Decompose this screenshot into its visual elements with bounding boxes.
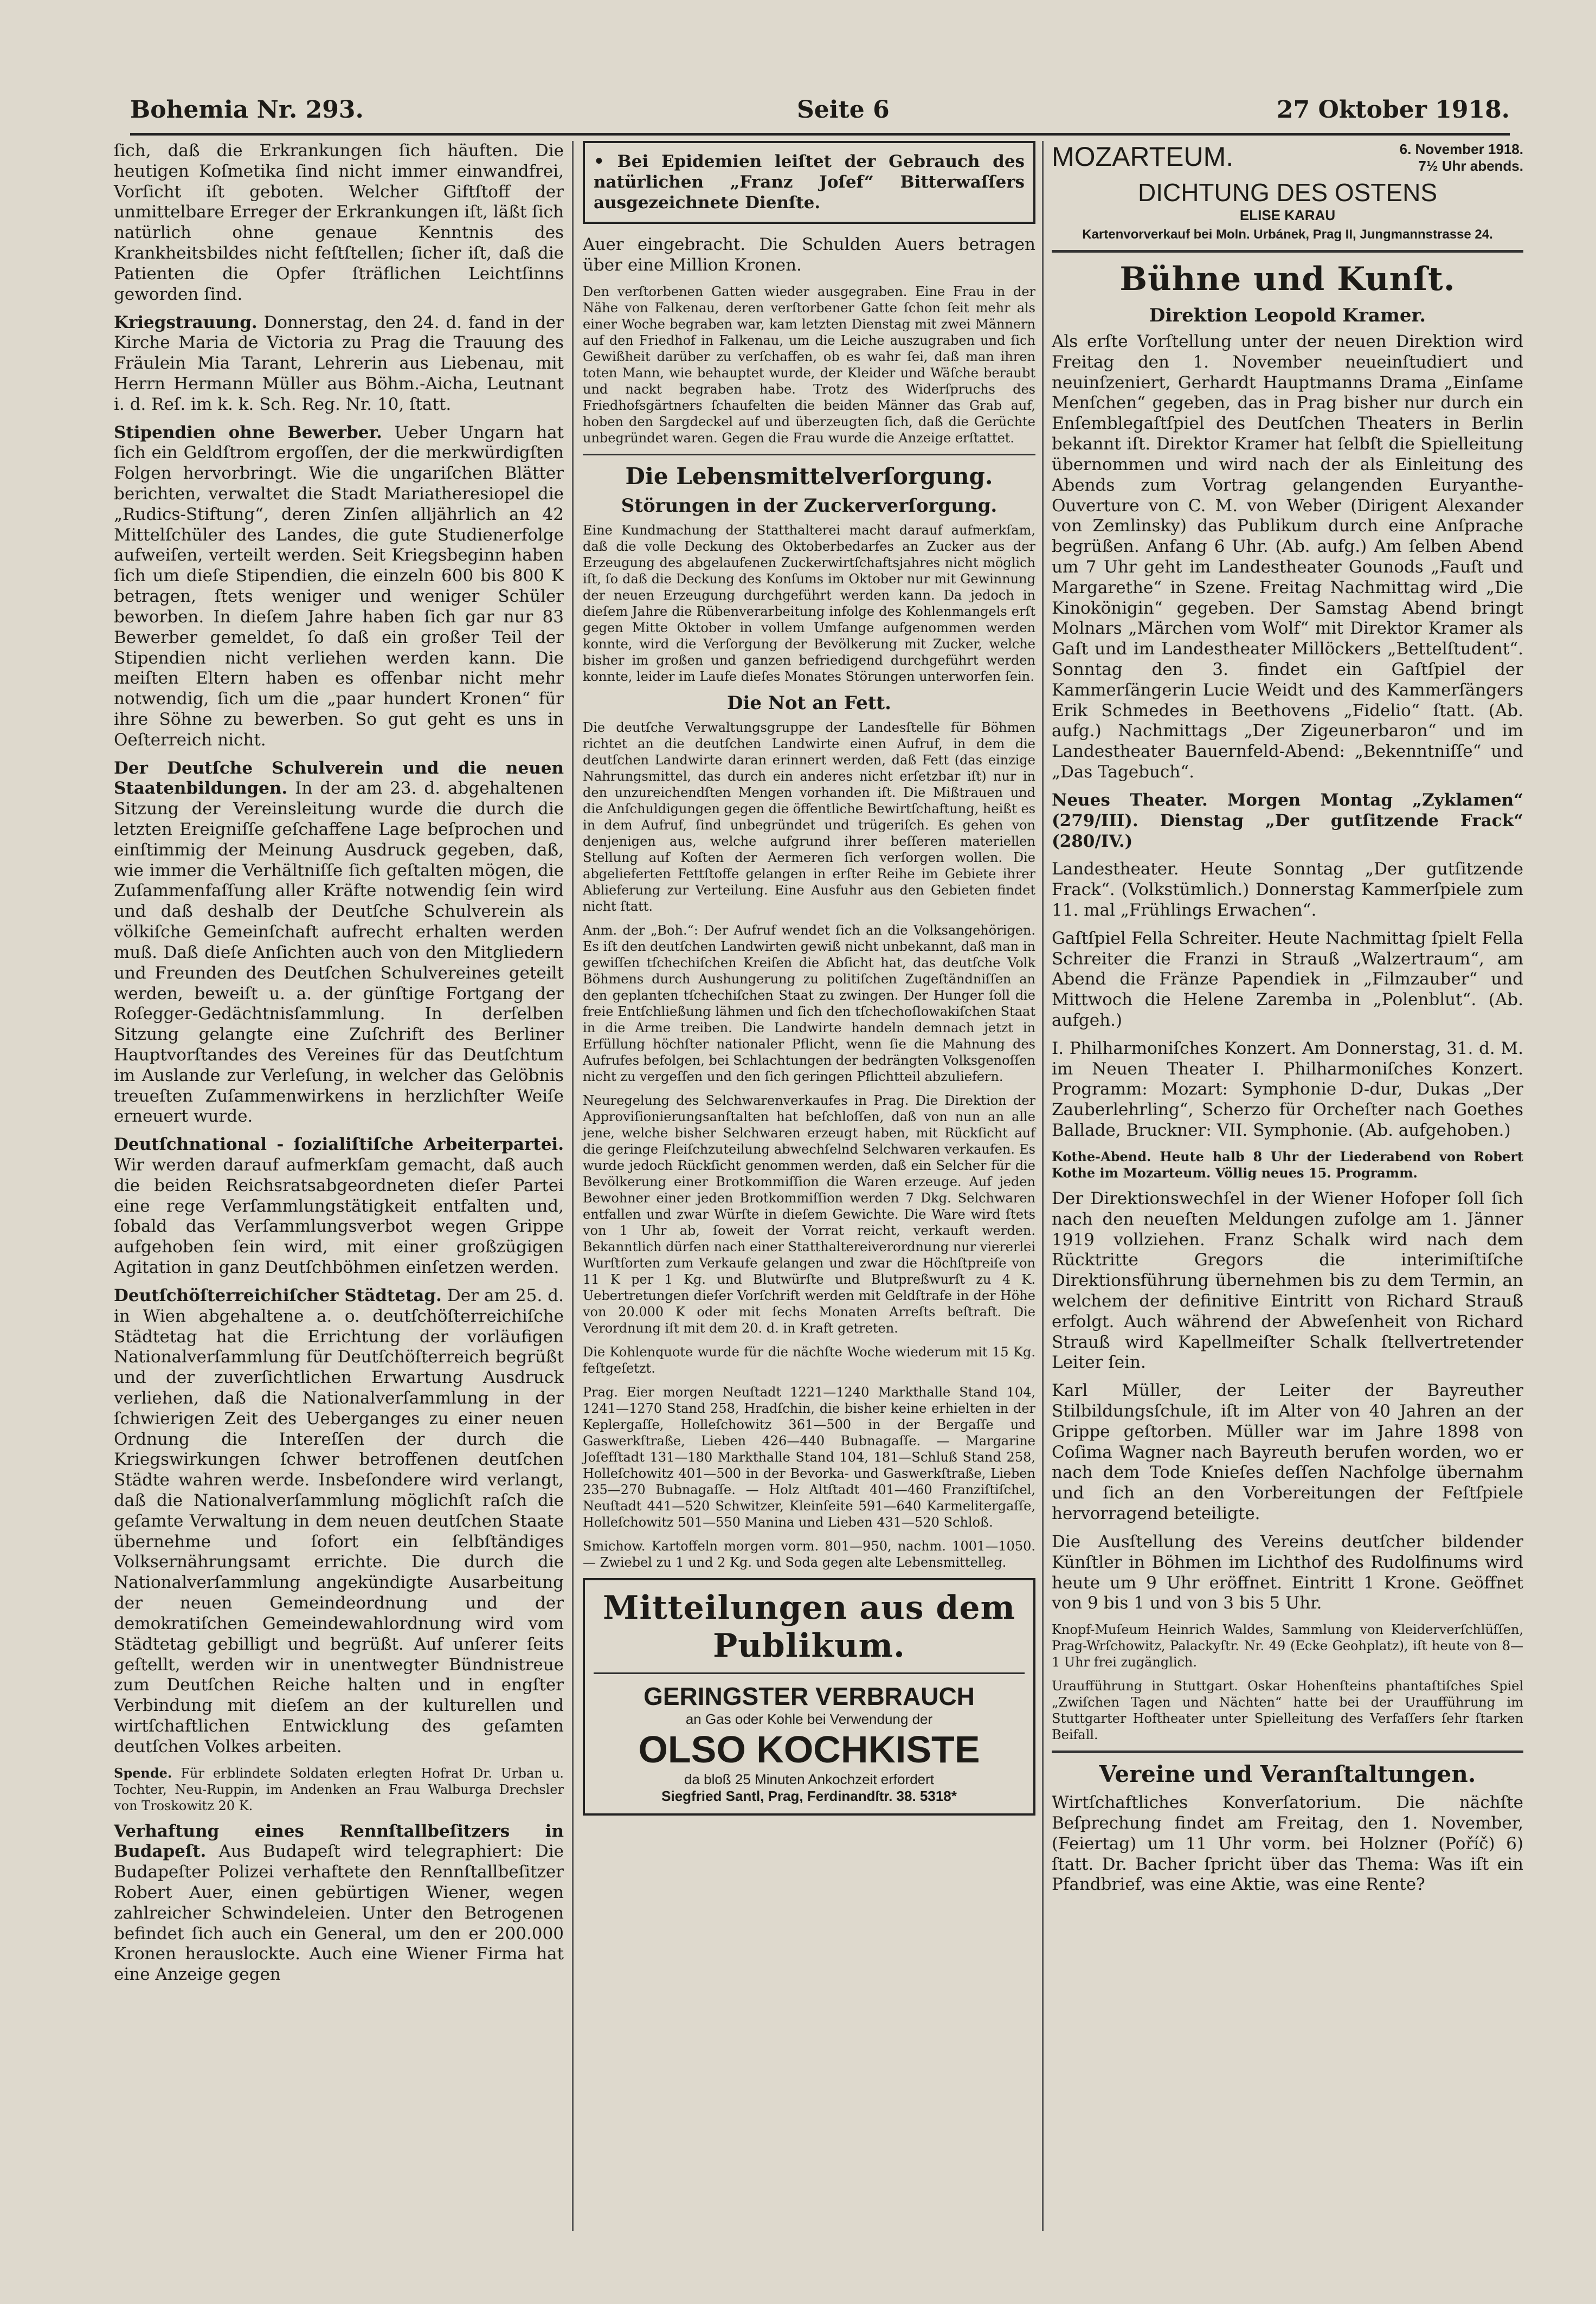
article: Kriegstrauung. Donnerstag, den 24. d. fand in der Kirche Maria de Victoria zu Prag die Trauung des Fräulein Mia Tarant, Lehrerin aus Liebenau, mit Herrn Hermann Müller aus Böhm.-Aicha, Leutnant i. d. Reſ. im k. k. Sch. Reg. Nr. 10, ſtatt. (114, 312, 564, 414)
ad-line: da bloß 25 Minuten Ankochzeit erfordert (684, 1771, 935, 1788)
article: Eine Kundmachung der Statthalterei macht darauf aufmerkſam, daß die volle Deckung des Oktoberbedarfes an Zucker aus der Erzeugung des abgelaufenen Zuckerwirtſchaftsjahres nicht möglich iſt, ſo daß die Deckung des Konſums im Oktober nur mit Gewinnung der neuen Erzeugung durchgeführt werden kann. Da jedoch in dieſem Jahre die Rübenverarbeitung infolge des Kohlenmangels erſt gegen Mitte Oktober in vollem Umfange aufgenommen werden konnte, wird die Verſorgung der Bevölkerung mit Zucker, welche bisher im großen und ganzen befriedigend durchgeführt werden konnte, leider im Laufe dieſes Monates Störungen unterworfen ſein. (583, 523, 1035, 685)
article: Auer eingebracht. Die Schulden Auers betragen über eine Million Kronen. (583, 235, 1035, 275)
article: Die deutſche Verwaltungsgruppe der Landesſtelle für Böhmen richtet an die deutſchen Landwirte einen Aufruf, in dem die deutſchen Landwirte daran erinnert werden, daß Fett (das einzige Nahrungsmittel, das durch ein anderes nicht erſetzbar iſt) nur in den unzureichendſten Mengen vorhanden iſt. Die Mißtrauen und die Anſchuldigungen gegen die öffentliche Bewirtſchaftung, heißt es in dem Aufruf, ſind unbegründet und trügeriſch. Es gehen von denjenigen aus, welche aufgrund ihrer beſſeren materiellen Stellung auf Koſten der Aermeren ſich verſorgen wollen. Die abgelieferten Fettſtoffe gelangen in erſter Reihe im Gebiete ihrer Ablieferung zur Verteilung. Eine Ausfuhr aus den Gebieten findet nicht ſtatt. (583, 720, 1036, 915)
page-number: Seite 6 (797, 96, 890, 124)
article: Stipendien ohne Bewerber. Ueber Ungarn hat ſich ein Geldſtrom ergoſſen, der die merkwürdigſten Folgen hervorbringt. Wie die ungariſchen Blätter berichten, verwaltet die Stadt Mariatheresiopel die „Rudics-Stiftung“, deren Zinſen alljährlich an 42 Mittelſchüler des Landes, die gute Studienerfolge aufweiſen, verteilt werden. Seit Kriegsbeginn haben ſich um dieſe Stipendien, die einzeln 600 bis 800 K betragen, ſtets weniger und weniger Schüler beworben. In dieſem Jahre haben ſich gar nur 83 Bewerber gemeldet, ſo daß ein großer Teil der Stipendien nicht verliehen werden kann. Die meiſten Eltern haben es offenbar nicht mehr notwendig, ſich um die „paar hundert Kronen“ für ihre Söhne zu bewerben. So gut geht es uns in Oeſterreich nicht. (114, 422, 564, 750)
article: Neues Theater. Morgen Montag „Zyklamen“ (279/III). Dienstag „Der gutſitzende Frack“ (280/IV.) (1052, 790, 1523, 851)
article: Uraufführung in Stuttgart. Oskar Hohenſteins phantaſtiſches Spiel „Zwiſchen Tagen und Nächten“ hatte bei der Uraufführung im Stuttgarter Hoftheater unter Spielleitung des Verfaſſers ſehr ſtarken Beifall. (1052, 1678, 1523, 1743)
article: Verhaftung eines Rennſtallbeſitzers in Budapeſt. Aus Budapeſt wird telegraphiert: Die Budapeſter Polizei verhaftete den Rennſtallbeſitzer Robert Auer, einen gebürtigen Wiener, wegen zahlreicher Schwindeleien. Unter den Betrogenen befindet ſich auch ein General, um den er 200.000 Kronen herauslockte. Auch eine Wiener Firma hat eine Anzeige gegen (114, 1821, 564, 1985)
column-2 (583, 141, 1035, 1826)
article: Der Deutſche Schulverein und die neuen Staatenbildungen. In der am 23. d. abgehaltenen Sitzung der Vereinsleitung wurde die durch die letzten Ereigniſſe geſchaffene Lage beſprochen und einſtimmig der Meinung Ausdruck gegeben, daß, wie immer die Verhältniſſe ſich geſtalten mögen, die Zuſammenfaſſung aller Kräfte notwendig ſein wird und daß deshalb der Deutſche Schulverein als völkiſche Gemeinſchaft aufrecht erhalten werden muß. Daß dieſe Anſichten auch von den Mitgliedern und Freunden des Deutſchen Schulvereines geteilt werden, beweiſt u. a. der günſtige Fortgang der Roſegger-Gedächtnisſammlung. In derſelben Sitzung gelangte eine Zuſchrift des Berliner Hauptvorſtandes des Vereines für das Deutſchtum im Auslande zur Verleſung, in welcher das Gelöbnis treueſten Zuſammenwirkens in herzlichſter Weiſe erneuert wurde. (114, 758, 564, 1127)
article: Wirtſchaftliches Konverſatorium. Die nächſte Beſprechung findet am Freitag, den 1. November, (Feiertag) um 11 Uhr vorm. bei Holzner (Poříč) 6) ſtatt. Dr. Bacher ſpricht über das Thema: Was iſt ein Pfandbrief, was eine Aktie, was eine Rente? (1052, 1793, 1523, 1895)
ad-address: Siegfried Santl, Prag, Ferdinandſtr. 38. 5318* (661, 1788, 957, 1805)
article: Die Ausſtellung des Vereins deutſcher bildender Künſtler in Böhmen im Lichthof des Rudolfinums wird heute um 9 Uhr eröffnet. Eintritt 1 Krone. Geöffnet von 9 bis 1 und von 3 bis 5 Uhr. (1052, 1531, 1523, 1613)
section-heading: Die Lebensmittelverſorgung. (625, 463, 993, 490)
article: Kothe-Abend. Heute halb 8 Uhr der Liederabend von Robert Kothe im Mozarteum. Völlig neues 15. Programm. (1052, 1148, 1523, 1181)
article: Smichow. Kartoffeln morgen vorm. 801—950, nachm. 1001—1050. — Zwiebel zu 1 und 2 Kg. und Soda gegen alte Lebensmittelleg. (583, 1539, 1035, 1571)
article: Knopf-Muſeum Heinrich Waldes, Sammlung von Kleiderverſchlüſſen, Prag-Wrſchowitz, Palackyſtr. Nr. 49 (Ecke Geohplatz), iſt heute von 8—1 Uhr frei zugänglich. (1052, 1622, 1523, 1670)
performer: ELISE KARAU (1239, 207, 1336, 223)
mozarteum-ad (1052, 141, 1523, 242)
event-date: 6. November 1918. 7½ Uhr abends. (1399, 141, 1523, 174)
subheading: Direktion Leopold Kramer. (1149, 305, 1426, 326)
ticket-info: Kartenvorverkauf bei Moln. Urbánek, Prag II, Jungmannstrasse 24. (1082, 227, 1493, 242)
subheading: Die Not an Fett. (727, 692, 891, 715)
issue-number: Bohemia Nr. 293. (130, 96, 364, 124)
article: Den verſtorbenen Gatten wieder ausgegraben. Eine Frau in der Nähe von Falkenau, deren verſtorbener Gatte ſchon ſeit mehr als einer Woche begraben war, kam letzten Dienstag mit zwei Männern auf den Friedhof in Falkenau, um die Leiche auszugraben und ſich Gewißheit darüber zu verſchaffen, ob es wahr ſei, daß man ihren toten Mann, wie behauptet wurde, der Kleider und Wäſche beraubt und nackt begraben habe. Trotz des Widerſpruchs des Friedhofsgärtners ſchaufelten die beiden Männer das Grab auf, hoben den Sargdeckel auf und überzeugten ſich, daß die Gerüchte unbegründet waren. Gegen die Frau wurde die Anzeige erſtattet. (583, 284, 1035, 446)
advertisement (583, 1578, 1035, 1816)
bitterwasser-notice: • Bei Epidemien leiſtet der Gebrauch des natürlichen „Franz Joſef“ Bitterwaſſers ausgezeichnete Dienſte. (583, 141, 1035, 224)
venue-name: MOZARTEUM. (1052, 141, 1234, 172)
divider (583, 454, 1035, 455)
divider (1052, 1750, 1523, 1753)
column-3 (1052, 141, 1523, 1903)
article: Die Kohlenquote wurde für die nächſte Woche wiederum mit 15 Kg. feſtgeſetzt. (583, 1344, 1035, 1376)
column-1 (114, 141, 564, 1993)
column-rule (1042, 141, 1044, 2231)
ad-heading: Mitteilungen aus dem Publikum. (602, 1589, 1016, 1665)
article: Spende. Für erblindete Soldaten erlegten Hofrat Dr. Urban u. Tochter, Neu-Ruppin, im Andenken an Frau Walburga Drechsler von Troskowitz 20 K. (114, 1765, 564, 1813)
article: Als erſte Vorſtellung unter der neuen Direktion wird Freitag den 1. November neueinſtudiert und neuinſzeniert, Gerhardt Hauptmanns Drama „Einſame Menſchen“ gegeben, das in Prag bisher nur durch ein Enſemblegaſtſpiel des Deutſchen Theaters in Berlin bekannt iſt. Direktor Kramer hat ſelbſt die Spielleitung übernommen und wird nach der als Einleitung des Abends zum Vortrag gelangenden Euryanthe-Ouverture von C. M. von Weber (Dirigent Alexander von Zemlinsky) das Publikum durch eine Anſprache begrüßen. Anfang 6 Uhr. (Ab. aufg.) Am ſelben Abend um 7 Uhr geht im Landestheater Gounods „Fauſt und Margarethe“ in Szene. Freitag Nachmittag wird „Die Kinokönigin“ gegeben. Der Samstag Abend bringt Molnars „Märchen vom Wolf“ mit Direktor Kramer als Gaſt und im Landestheater Millöckers „Bettelſtudent“. Sonntag den 3. findet ein Gaſtſpiel der Kammerſängerin Lucie Weidt und des Kammerſängers Erik Schmedes in Beethovens „Fidelio“ ſtatt. (Ab. aufg.) Nachmittags „Der Zigeunerbaron“ und im Landestheater Bauernfeld-Abend: „Bekenntniſſe“ und „Das Tagebuch“. (1052, 332, 1523, 782)
article: Anm. der „Boh.“: Der Aufruf wendet ſich an die Volksangehörigen. Es iſt den deutſchen Landwirten gewiß nicht unbekannt, daß man in gewiſſen tſchechiſchen Kreiſen die Abſicht hat, das deutſche Volk Böhmens durch Aushungerung zu politiſchen Zugeſtändniſſen an den geplanten tſchechiſchen Staat zu zwingen. Der Hunger ſoll die freie Entſchließung lähmen und ſich den tſchechoſlowakiſchen Staat in die Arme treiben. Die Landwirte handeln demnach jetzt in Erfüllung höchſter nationaler Pflicht, wenn ſie die Mahnung des Aufrufes befolgen, bei Schlachtungen der bedrängten Volksgenoſſen nicht zu vergeſſen und den ſich geringen Pflichtteil abzuliefern. (583, 923, 1035, 1085)
article: Prag. Eier morgen Neuſtadt 1221—1240 Markthalle Stand 104, 1241—1270 Stand 258, Hradſchin, die bisher keine erhielten in der Keplergaſſe, Holleſchowitz 361—500 in der Bergaſſe und Gaswerkſtraße, Lieben 426—440 Bubnagaſſe. — Margarine Joſefſtadt 131—180 Markthalle Stand 104, 181—Schluß Stand 258, Holleſchowitz 401—500 in der Bevorka- und Gaswerkſtraße, Lieben 235—270 Bubnagaſſe. — Holz Altſtadt 401—460 Franziſtiſchel, Neuſtadt 441—520 Schwitzer, Kleinſeite 591—640 Karmelitergaſſe, Holleſchowitz 501—550 Manina und Lieben 431—520 Schloß. (583, 1385, 1035, 1530)
masthead (130, 84, 1510, 136)
section-heading: Vereine und Veranſtaltungen. (1099, 1761, 1476, 1788)
ad-line: GERINGSTER VERBRAUCH (643, 1682, 975, 1711)
ad-line: an Gas oder Kohle bei Verwendung der (685, 1711, 933, 1728)
article: ſich, daß die Erkrankungen ſich häuften. Die heutigen Koſmetika ſind nicht immer einwandfrei, Vorſicht iſt geboten. Welcher Giftſtoff der unmittelbare Erreger der Erkrankungen iſt, läßt ſich natürlich ohne genaue Kenntnis des Krankheitsbildes nicht feſtſtellen; ſicher iſt, daß die Patienten die Opfer ſträflichen Leichtſinns geworden ſind. (114, 141, 564, 304)
divider (1052, 250, 1523, 253)
ad-product: OLSO KOCHKISTE (638, 1728, 980, 1771)
article: Neuregelung des Selchwarenverkaufes in Prag. Die Direktion der Approviſionierungsanſtalten hat beſchloſſen, daß von nun an alle jene, welche bisher Selchwaren erzeugt haben, mit Rückſicht auf die geringe Fleiſchzuteilung abwechſelnd Selchwaren verkaufen. Es wurde jedoch Rückſicht genommen werden, daß ein Selcher für die Bevölkerung einer Brotkommiſſion die Waren erzeuge. Auf jeden Bewohner einer jeden Brotkommiſſion werden 7 Dkg. Selchwaren entfallen und zwar Würſte in dieſem Gewichte. Die Ware wird ſtets von 1 Uhr ab, ſoweit der Vorrat reicht, verkauft werden. Bekanntlich dürfen nach einer Statthaltereiverordnung nur viererlei Wurſtſorten zum Verkaufe gelangen und zwar die Höchſtpreiſe von 11 K per 1 Kg. und Blutwürſte und Blutpreßwurſt zu 4 K. Uebertretungen dieſer Vorſchrift werden mit Geldſtrafe in der Höhe von 20.000 K oder mit ſechs Monaten Arreſts beſtraft. Die Verordnung iſt mit dem 20. d. in Kraft getreten. (583, 1093, 1035, 1336)
article: I. Philharmoniſches Konzert. Am Donnerstag, 31. d. M. im Neuen Theater I. Philharmoniſches Konzert. Programm: Mozart: Symphonie D-dur, Dukas „Der Zauberlehrling“, Scherzo für Orcheſter nach Goethes Ballade, Bruckner: VII. Symphonie. (Ab. aufgehoben.) (1052, 1038, 1523, 1141)
article: Landestheater. Heute Sonntag „Der gutſitzende Frack“. (Volkstümlich.) Donnerstag Kammerſpiele zum 11. mal „Frühlings Erwachen“. (1052, 859, 1523, 920)
article: Karl Müller, der Leiter der Bayreuther Stilbildungsſchule, iſt im Alter von 40 Jahren an der Grippe geſtorben. Müller war im Jahre 1898 von Coſima Wagner nach Bayreuth berufen worden, wo er nach dem Tode Knieſes deſſen Nachfolge übernahm und ſich an den Vorbereitungen der Feſtſpiele hervorragend beteiligte. (1052, 1381, 1523, 1524)
article: Deutſchnational - ſozialiſtiſche Arbeiterpartei. Wir werden darauf aufmerkſam gemacht, daß auch die beiden Reichsratsabgeordneten dieſer Partei eine rege Verſammlungstätigkeit entfalten und, ſobald das Verſammlungsverbot wegen Grippe aufgehoben ſein wird, mit einer großzügigen Agitation in ganz Deutſchböhmen einſetzen werden. (114, 1135, 564, 1278)
event-title: DICHTUNG DES OSTENS (1137, 178, 1438, 207)
article: Deutſchöſterreichiſcher Städtetag. Der am 25. d. in Wien abgehaltene a. o. deutſchöſterreichiſche Städtetag hat die Errichtung der vorläufigen Nationalverſammlung für Deutſchöſterreich begrüßt und der zuverſichtlichen Erwartung Ausdruck verliehen, daß die Nationalverſammlung in der ſchwierigen Zeit des Ueberganges zu einer neuen Ordnung die Intereſſen der durch die Kriegswirkungen ſchwer betroffenen deutſchen Städte wahren werde. Insbeſondere wird verlangt, daß die Nationalverſammlung möglichſt raſch die geſamte Verwaltung in dem neuen deutſchen Staate übernehme und ſofort ein ſelbſtändiges Volksernährungsamt errichte. Die durch die Nationalverſammlung angekündigte Ausarbeitung der neuen Gemeindeordnung und der demokratiſchen Gemeindewahlordnung wird vom Städtetag gebilligt und begrüßt. Auf unſerer ſeits geſtellt, werden wir in unentwegter Bündnistreue zum Deutſchen Reiche halten und in engſter Verbindung mit dieſem an der kulturellen und wirtſchaftlichen Entwicklung des geſamten deutſchen Volkes arbeiten. (114, 1285, 564, 1756)
divider (594, 1672, 1025, 1674)
subheading: Störungen in der Zuckerverſorgung. (621, 495, 998, 517)
article: Gaſtſpiel Fella Schreiter. Heute Nachmittag ſpielt Fella Schreiter die Franzi in Strauß „Walzertraum“, am Abend die Fränze Papendiek in „Filmzauber“ und Mittwoch die Helene Zaremba in „Polenblut“. (Ab. aufgeh.) (1052, 928, 1523, 1030)
newspaper-page (92, 84, 1531, 2252)
issue-date: 27 Oktober 1918. (1276, 96, 1510, 124)
column-rule (572, 141, 574, 2231)
article: Der Direktionswechſel in der Wiener Hofoper ſoll ſich nach den neueſten Meldungen zufolge am 1. Jänner 1919 vollziehen. Franz Schalk wird nach dem Rücktritte Gregors die interimiſtiſche Direktionsführung übernehmen bis zu dem Termin, an welchem der definitive Eintritt von Richard Strauß erfolgt. Auch während der Abweſenheit von Richard Strauß wird Kapellmeiſter Schalk ſtellvertretender Leiter ſein. (1052, 1188, 1523, 1373)
section-heading: Bühne und Kunſt. (1119, 260, 1456, 298)
